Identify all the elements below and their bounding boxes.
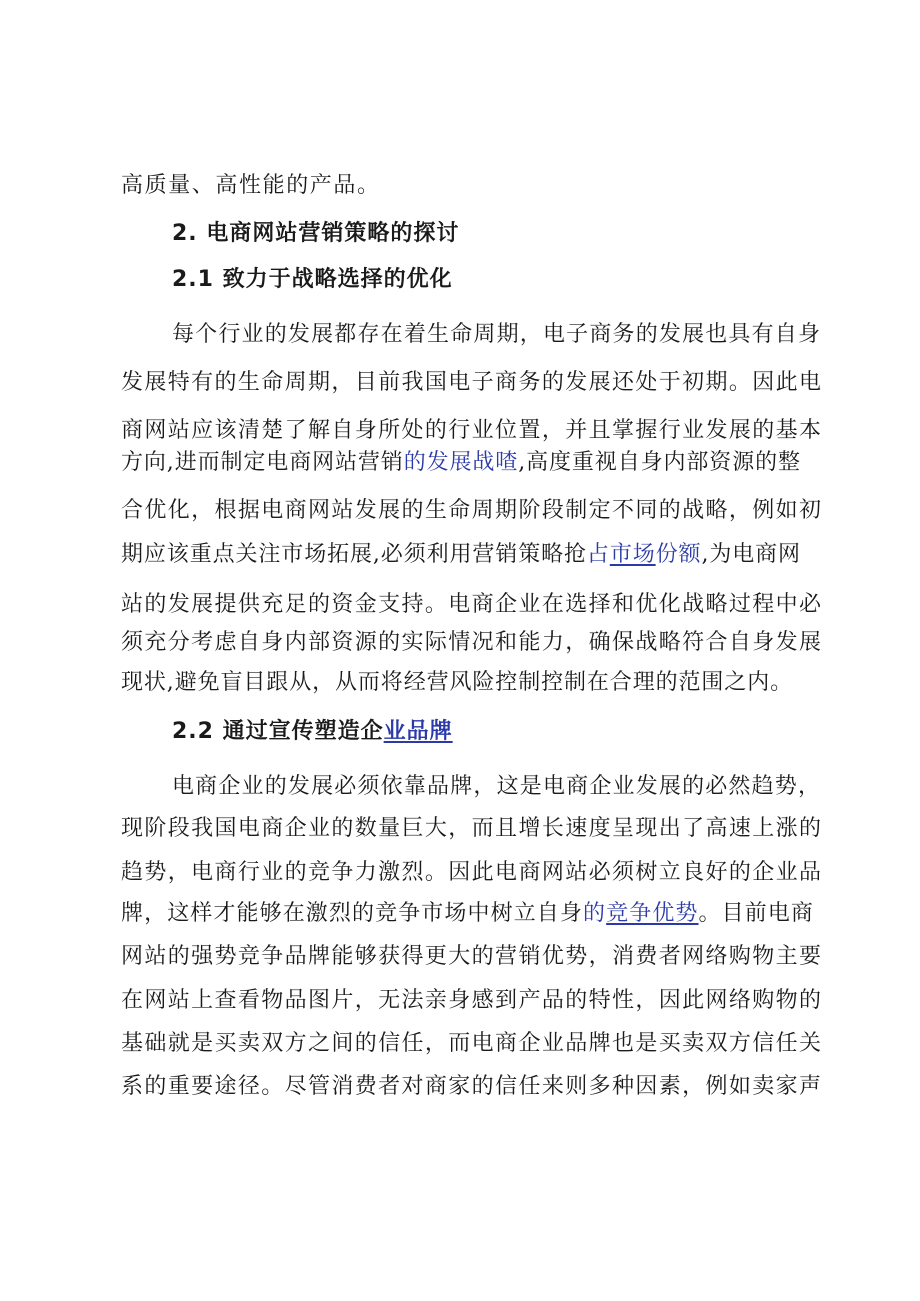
- paragraph-2-line-6: 在网站上查看物品图片，无法亲身感到产品的特性，因此网络购物的: [121, 988, 821, 1013]
- paragraph-2-line-2: 现阶段我国电商企业的数量巨大，而且增长速度呈现出了高速上涨的: [121, 816, 821, 841]
- paragraph-2-line-1: 电商企业的发展必须依靠品牌，这是电商企业发展的必然趋势，: [172, 774, 820, 799]
- paragraph-2-line-4-text-d: 。目前电商: [698, 901, 815, 926]
- continuation-text: 高质量、高性能的产品。: [121, 173, 381, 198]
- section-2-1-heading: 2.1 致力于战略选择的优化: [172, 267, 453, 292]
- paragraph-2-line-5: 网站的强势竞争品牌能够获得更大的营销优势，消费者网络购物主要: [121, 944, 821, 969]
- paragraph-1-line-4: [121, 449, 821, 477]
- section-2-heading: 2. 电商网站营销策略的探讨: [172, 221, 460, 246]
- paragraph-1-line-6-text-e: ,为电商网: [701, 542, 801, 567]
- paragraph-1-line-5: 合优化，根据电商网站发展的生命周期阶段制定不同的战略，例如初: [121, 498, 821, 523]
- section-2-2-heading-text: 2.2 通过宣传塑造企: [172, 719, 384, 744]
- paragraph-2-line-7: 基础就是买卖双方之间的信任，而电商企业品牌也是买卖双方信任关: [121, 1031, 821, 1056]
- competitive-advantage-link[interactable]: 竞争优势: [606, 901, 699, 926]
- brand-link[interactable]: 业品牌: [383, 719, 453, 744]
- paragraph-2-line-8: 系的重要途径。尽管消费者对商家的信任来则多种因素，例如卖家声: [121, 1074, 821, 1099]
- paragraph-1-line-4-text-c: ,高度重视自身内部资源的整: [518, 450, 801, 475]
- section-2-2-heading: [172, 718, 453, 746]
- market-link[interactable]: 市场: [609, 542, 656, 567]
- paragraph-1-line-6-blue-word: 份额: [655, 542, 702, 567]
- paragraph-2-line-4-blue-char: 的: [583, 901, 607, 926]
- paragraph-2-line-4-text-a: 牌，这样才能够在激烈的竞争市场中树立自身: [121, 901, 584, 926]
- paragraph-2-line-4: [121, 900, 821, 928]
- paragraph-1-line-6-text-a: 期应该重点关注市场拓展,必须利用营销策略抢: [121, 542, 587, 567]
- paragraph-1-line-4-blue-text: 的发展战喳: [403, 450, 519, 475]
- paragraph-1-line-3: 商网站应该清楚了解自身所处的行业位置，并且掌握行业发展的基本: [121, 418, 821, 443]
- paragraph-1-line-4-text-a: 方向,进而制定电商网站营销: [121, 450, 404, 475]
- paragraph-1-line-9: 现状,避免盲目跟从，从而将经营风险控制控制在合理的范围之内。: [121, 670, 793, 695]
- paragraph-1-line-8: 须充分考虑自身内部资源的实际情况和能力，确保战略符合自身发展: [121, 630, 821, 655]
- paragraph-1-line-1: 每个行业的发展都存在着生命周期，电子商务的发展也具有自身: [172, 322, 820, 347]
- paragraph-1-line-2: 发展特有的生命周期，目前我国电子商务的发展还处于初期。因此电: [121, 370, 821, 395]
- paragraph-1-line-7: 站的发展提供充足的资金支持。电商企业在选择和优化战略过程中必: [121, 592, 821, 617]
- paragraph-1-line-6: [121, 541, 821, 569]
- paragraph-1-line-6-blue-char: 占: [586, 542, 610, 567]
- paragraph-2-line-3: 趋势，电商行业的竞争力激烈。因此电商网站必须树立良好的企业品: [121, 860, 821, 885]
